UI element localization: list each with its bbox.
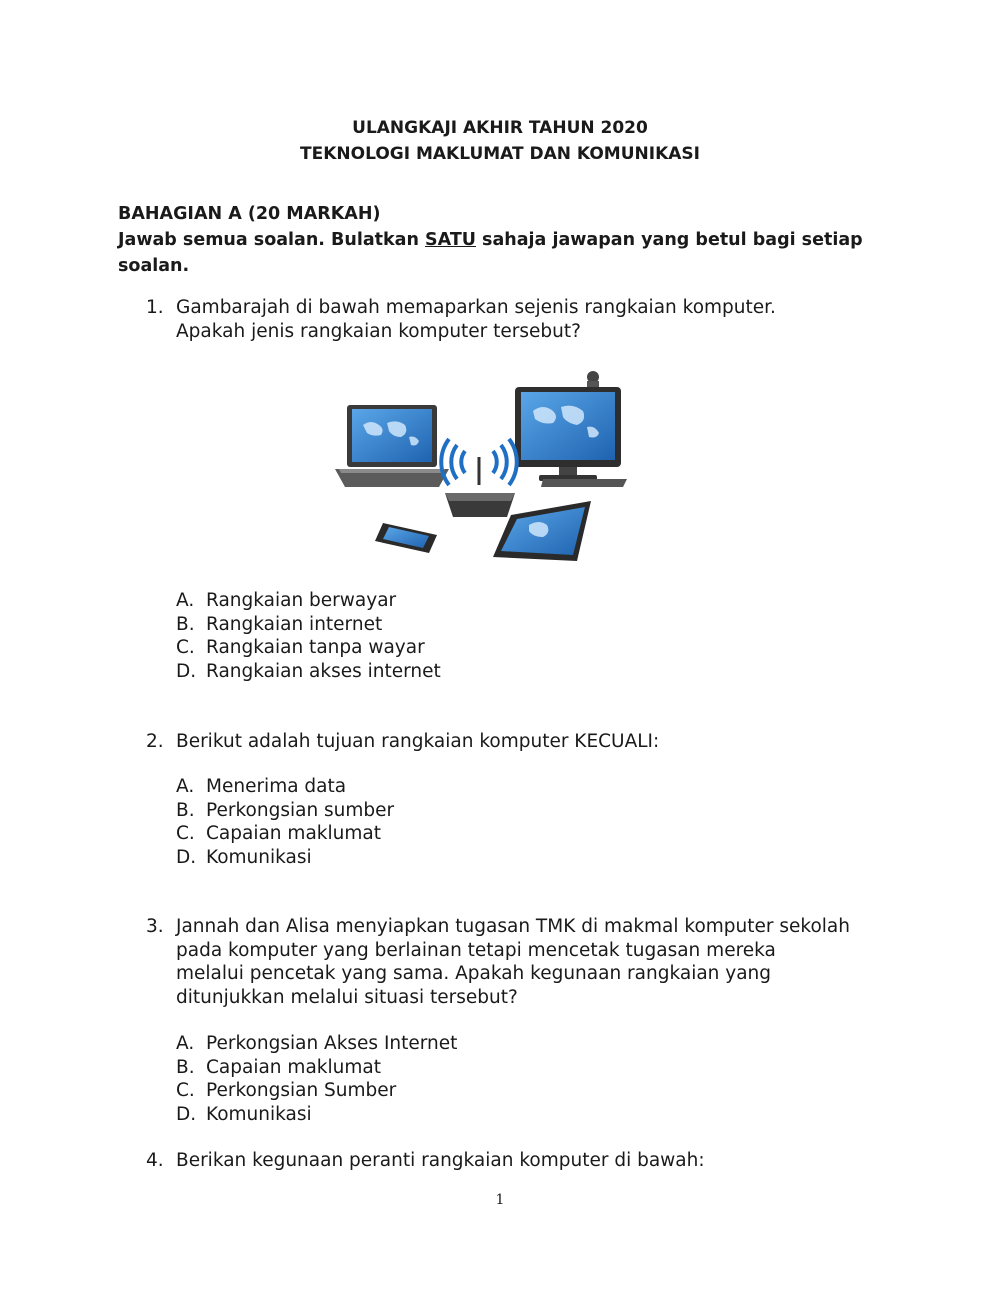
instruction-emphasis: SATU xyxy=(425,230,476,250)
option-text: Rangkaian berwayar xyxy=(206,590,397,611)
option-text: Menerima data xyxy=(206,776,347,797)
option-text: Capaian maklumat xyxy=(206,823,381,844)
desktop-computer-icon xyxy=(515,371,627,487)
question-text xyxy=(176,730,886,754)
option-letter: C. xyxy=(176,637,195,658)
question-line: pada komputer yang berlainan tetapi mencetak tugasan mereka xyxy=(176,939,776,961)
option-letter: C. xyxy=(176,1080,195,1101)
option-letter: A. xyxy=(176,1033,195,1054)
option-a[interactable] xyxy=(176,1032,457,1056)
wireless-router-icon xyxy=(441,439,517,517)
option-text: Komunikasi xyxy=(206,1103,312,1125)
option-letter: D. xyxy=(176,660,197,682)
option-b[interactable] xyxy=(176,1056,457,1080)
document-subtitle: TEKNOLOGI MAKLUMAT DAN KOMUNIKASI xyxy=(300,144,700,164)
option-c[interactable] xyxy=(176,822,394,846)
question-1 xyxy=(146,296,886,343)
question-line: Jannah dan Alisa menyiapkan tugasan TMK di makmal komputer sekolah xyxy=(176,916,850,937)
option-letter: B. xyxy=(176,799,195,821)
question-4 xyxy=(146,1149,886,1173)
option-letter: C. xyxy=(176,823,195,844)
option-letter: A. xyxy=(176,590,195,611)
option-b[interactable] xyxy=(176,613,441,637)
question-line: melalui pencetak yang sama. Apakah kegunaan rangkaian yang xyxy=(176,963,772,984)
question-line: Berikut adalah tujuan rangkaian komputer KECUALI: xyxy=(176,731,660,752)
question-number: 2. xyxy=(146,731,164,752)
option-c[interactable] xyxy=(176,1079,457,1103)
page-number: 1 xyxy=(495,1192,505,1208)
wireless-network-illustration xyxy=(325,365,635,565)
option-text: Perkongsian sumber xyxy=(206,799,395,821)
options-q1 xyxy=(176,589,441,683)
option-text: Rangkaian akses internet xyxy=(206,660,441,682)
option-letter: A. xyxy=(176,776,195,797)
option-letter: B. xyxy=(176,1056,195,1078)
section-heading: BAHAGIAN A (20 MARKAH) xyxy=(118,204,381,224)
option-text: Capaian maklumat xyxy=(206,1056,381,1078)
question-3 xyxy=(146,915,886,1009)
question-number: 3. xyxy=(146,916,164,937)
question-line: Apakah jenis rangkaian komputer tersebut? xyxy=(176,320,581,342)
question-2 xyxy=(146,730,886,754)
option-letter: D. xyxy=(176,1103,197,1125)
options-q3 xyxy=(176,1032,457,1126)
question-number: 4. xyxy=(146,1150,164,1171)
document-title: ULANGKAJI AKHIR TAHUN 2020 xyxy=(352,118,648,138)
instruction-text-cont: sahaja jawapan yang betul bagi setiap xyxy=(475,230,863,250)
option-text: Rangkaian tanpa wayar xyxy=(206,637,425,658)
option-c[interactable] xyxy=(176,636,441,660)
smartphone-icon xyxy=(375,523,437,553)
option-text: Komunikasi xyxy=(206,846,312,868)
option-a[interactable] xyxy=(176,589,441,613)
question-text xyxy=(176,296,886,343)
laptop-icon xyxy=(335,405,449,487)
instruction-text: Jawab semua soalan. Bulatkan xyxy=(118,230,426,250)
question-number: 1. xyxy=(146,297,164,318)
option-letter: D. xyxy=(176,846,197,868)
option-letter: B. xyxy=(176,613,195,635)
question-text xyxy=(176,1149,886,1173)
question-line: ditunjukkan melalui situasi tersebut? xyxy=(176,986,518,1008)
option-text: Perkongsian Sumber xyxy=(206,1080,397,1101)
question-text xyxy=(176,915,886,1009)
option-b[interactable] xyxy=(176,799,394,823)
option-d[interactable] xyxy=(176,660,441,684)
option-a[interactable] xyxy=(176,775,394,799)
option-text: Perkongsian Akses Internet xyxy=(206,1033,458,1054)
option-text: Rangkaian internet xyxy=(206,613,383,635)
question-line: Berikan kegunaan peranti rangkaian komputer di bawah: xyxy=(176,1150,705,1171)
option-d[interactable] xyxy=(176,846,394,870)
option-d[interactable] xyxy=(176,1103,457,1127)
question-line: Gambarajah di bawah memaparkan sejenis rangkaian komputer. xyxy=(176,297,776,318)
instruction-text-line2: soalan. xyxy=(118,256,190,276)
section-instruction xyxy=(118,227,878,279)
options-q2 xyxy=(176,775,394,869)
